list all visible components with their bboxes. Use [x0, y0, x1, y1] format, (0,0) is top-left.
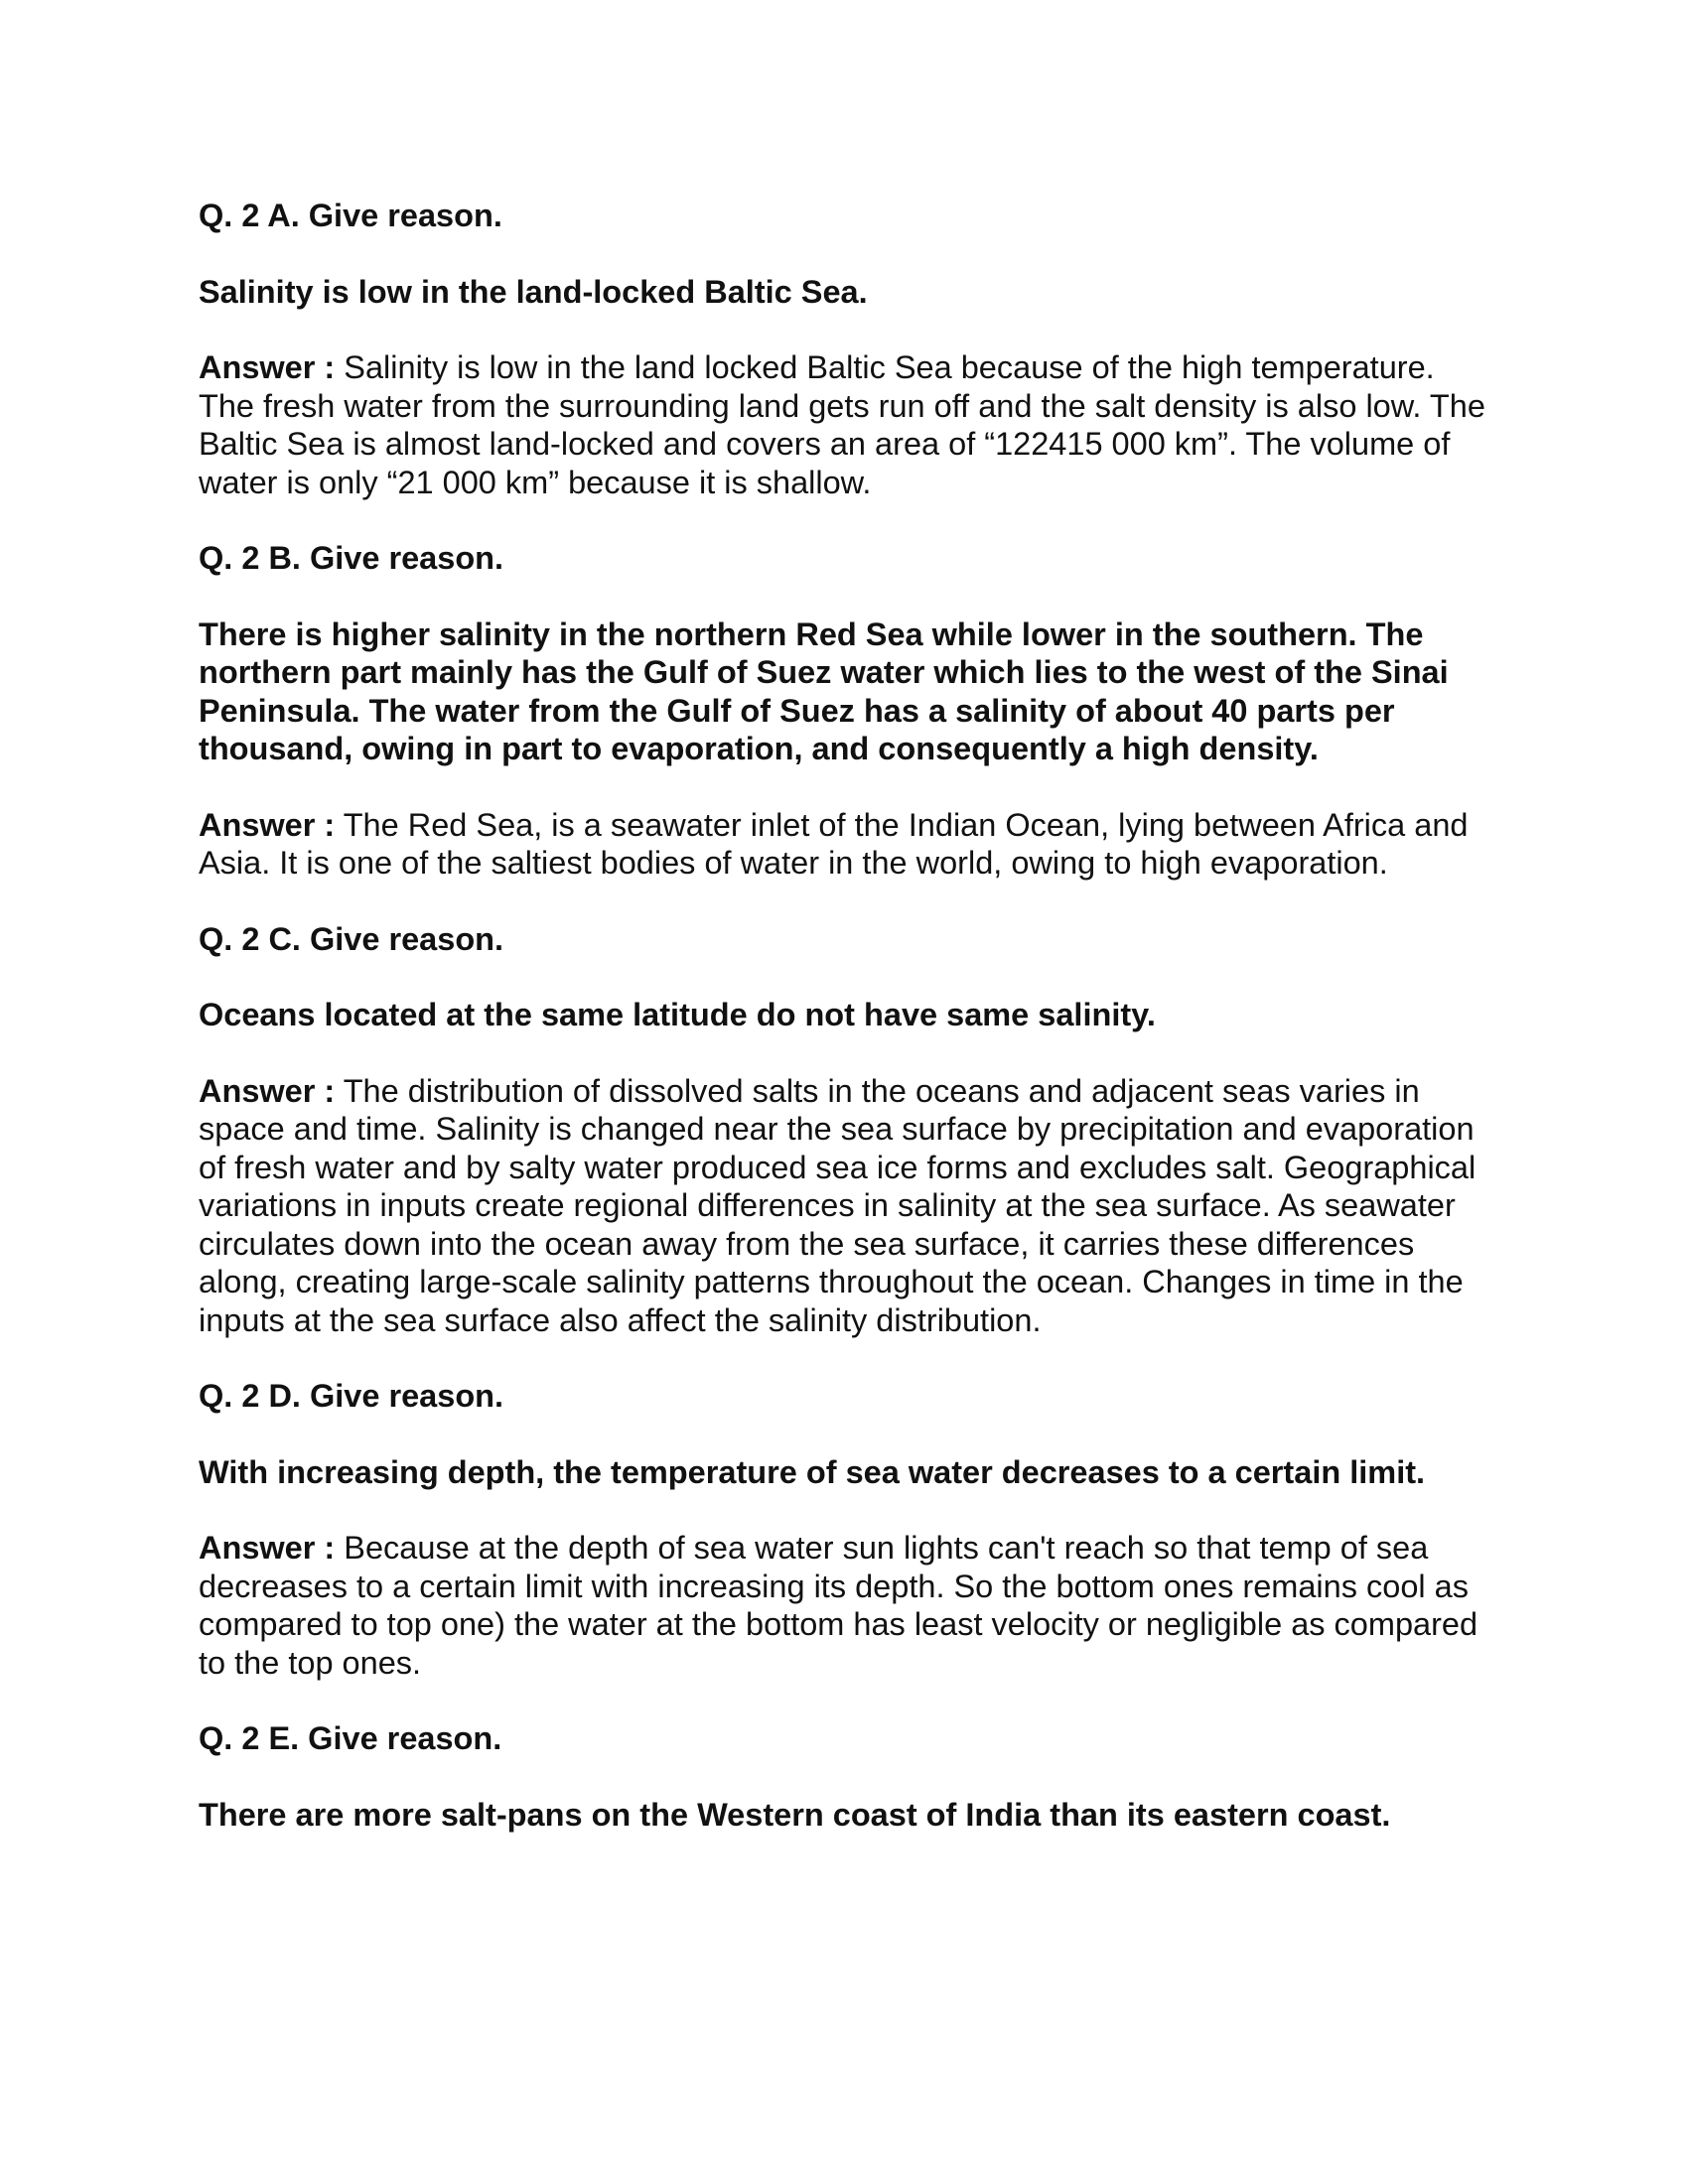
question-heading: Q. 2 B. Give reason.	[199, 540, 504, 576]
answer-label: Answer :	[199, 806, 336, 843]
answer-paragraph	[199, 1529, 1489, 1682]
question-heading: Q. 2 D. Give reason.	[199, 1378, 504, 1414]
question-heading: Q. 2 C. Give reason.	[199, 920, 504, 957]
question-statement: Salinity is low in the land-locked Baltic Sea.	[199, 273, 868, 310]
question-heading: Q. 2 A. Give reason.	[199, 198, 502, 233]
answer-text: The distribution of dissolved salts in the oceans and adjacent seas varies in space and time. Salinity is changed near the sea surface by precipitation and evaporation of fresh water and by salty water produced sea ice forms and excludes salt. Geographical variations in inputs create regional differences in salinity at the sea surface. As seawater circulates down into the ocean away from the sea surface, it carries these differences along, creating large-scale salinity patterns throughout the ocean. Changes in time in the inputs at the sea surface also affect the salinity distribution.	[199, 1072, 1477, 1338]
answer-label: Answer :	[199, 1530, 336, 1566]
question-statement: There are more salt-pans on the Western coast of India than its eastern coast.	[199, 1796, 1391, 1833]
answer-text: The Red Sea, is a seawater inlet of the Indian Ocean, lying between Africa and Asia. It is one of the saltiest bodies of water in the world, owing to high evaporation.	[199, 806, 1469, 881]
answer-paragraph	[199, 348, 1489, 501]
answer-label: Answer :	[199, 349, 336, 385]
question-heading: Q. 2 E. Give reason.	[199, 1720, 502, 1756]
question-statement: With increasing depth, the temperature of sea water decreases to a certain limit.	[199, 1453, 1426, 1490]
question-statement: Oceans located at the same latitude do not have same salinity.	[199, 997, 1156, 1032]
answer-text: Because at the depth of sea water sun lights can't reach so that temp of sea decreases to a certain limit with increasing its depth. So the bottom ones remains cool as compared to top one) the water at the bottom has least velocity or negligible as compared to the top ones.	[199, 1530, 1478, 1681]
answer-label: Answer :	[199, 1072, 336, 1109]
question-statement: There is higher salinity in the northern Red Sea while lower in the southern. The northern part mainly has the Gulf of Suez water which lies to the west of the Sinai Peninsula. The water from the Gulf of Suez has a salinity of about 40 parts per thousand, owing in part to evaporation, and consequently a high density.	[199, 615, 1449, 766]
answer-paragraph	[199, 806, 1489, 883]
document-page	[199, 197, 1489, 1871]
answer-text: Salinity is low in the land locked Baltic Sea because of the high temperature. The fresh water from the surrounding land gets run off and the salt density is also low. The Baltic Sea is almost land-locked and covers an area of “122415 000 km”. The volume of water is only “21 000 km” because it is shallow.	[199, 349, 1485, 500]
answer-paragraph	[199, 1072, 1489, 1340]
